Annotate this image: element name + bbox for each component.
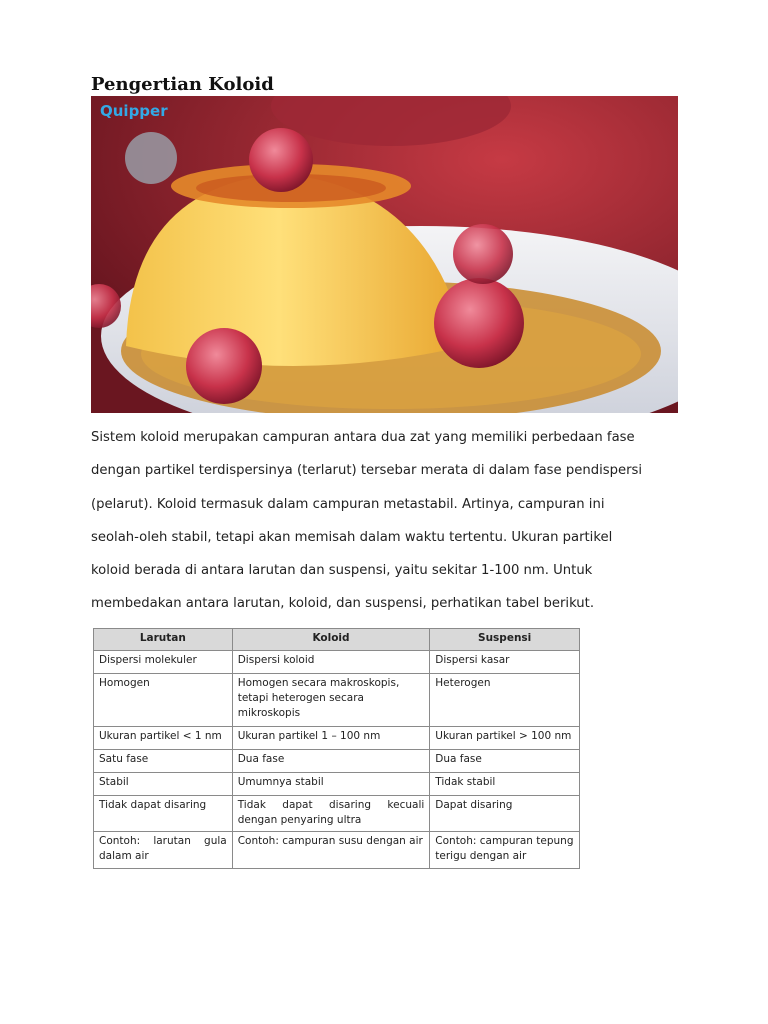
- table-cell: Homogen secara makroskopis, tetapi heterogen secara mikroskopis: [232, 674, 430, 727]
- table-cell: Ukuran partikel < 1 nm: [94, 727, 233, 750]
- table-row: [94, 773, 580, 796]
- page-title: Pengertian Koloid: [91, 74, 274, 95]
- table-cell: Stabil: [94, 773, 233, 796]
- table-cell: Dispersi koloid: [232, 651, 430, 674]
- paragraph-line: (pelarut). Koloid termasuk dalam campuran metastabil. Artinya, campuran ini: [91, 496, 605, 512]
- table-cell: Contoh: campuran tepung terigu dengan air: [430, 832, 580, 869]
- body-paragraph: [91, 421, 691, 621]
- table-cell: Contoh: larutan gula dalam air: [94, 832, 233, 869]
- table-row: [94, 727, 580, 750]
- paragraph-line: seolah-oleh stabil, tetapi akan memisah dalam waktu tertentu. Ukuran partikel: [91, 529, 613, 545]
- table-cell: Contoh: campuran susu dengan air: [232, 832, 430, 869]
- paragraph-line: koloid berada di antara larutan dan suspensi, yaitu sekitar 1-100 nm. Untuk: [91, 563, 593, 579]
- table-cell: Dua fase: [232, 750, 430, 773]
- paragraph-line: membedakan antara larutan, koloid, dan suspensi, perhatikan tabel berikut.: [91, 596, 595, 612]
- pudding-photo: [91, 96, 678, 413]
- table-cell: Ukuran partikel > 100 nm: [430, 727, 580, 750]
- comparison-table: [93, 628, 580, 869]
- paragraph-line: Sistem koloid merupakan campuran antara dua zat yang memiliki perbedaan fase: [91, 430, 635, 445]
- table-cell: Tidak dapat disaring: [94, 796, 233, 832]
- table-cell: Dua fase: [430, 750, 580, 773]
- table-cell: Ukuran partikel 1 – 100 nm: [232, 727, 430, 750]
- table-row: [94, 674, 580, 727]
- table-cell: Dapat disaring: [430, 796, 580, 832]
- table-cell: Umumnya stabil: [232, 773, 430, 796]
- table-cell: Dispersi molekuler: [94, 651, 233, 674]
- pudding-illustration: [91, 96, 678, 413]
- table-cell: Tidak dapat disaring kecuali dengan penyaring ultra: [232, 796, 430, 832]
- table-header-row: [94, 629, 580, 651]
- table-cell: Satu fase: [94, 750, 233, 773]
- table-cell: Tidak stabil: [430, 773, 580, 796]
- table-cell: Homogen: [94, 674, 233, 727]
- table-row: [94, 651, 580, 674]
- table-cell: Heterogen: [430, 674, 580, 727]
- table-cell: Dispersi kasar: [430, 651, 580, 674]
- brand-logo: Quipper: [100, 102, 168, 120]
- header-koloid: Koloid: [232, 629, 430, 651]
- header-larutan: Larutan: [94, 629, 233, 651]
- table-row: [94, 750, 580, 773]
- table-row: [94, 796, 580, 832]
- paragraph-line: dengan partikel terdispersinya (terlarut) tersebar merata di dalam fase pendispersi: [91, 463, 643, 479]
- header-suspensi: Suspensi: [430, 629, 580, 651]
- table-row: [94, 832, 580, 869]
